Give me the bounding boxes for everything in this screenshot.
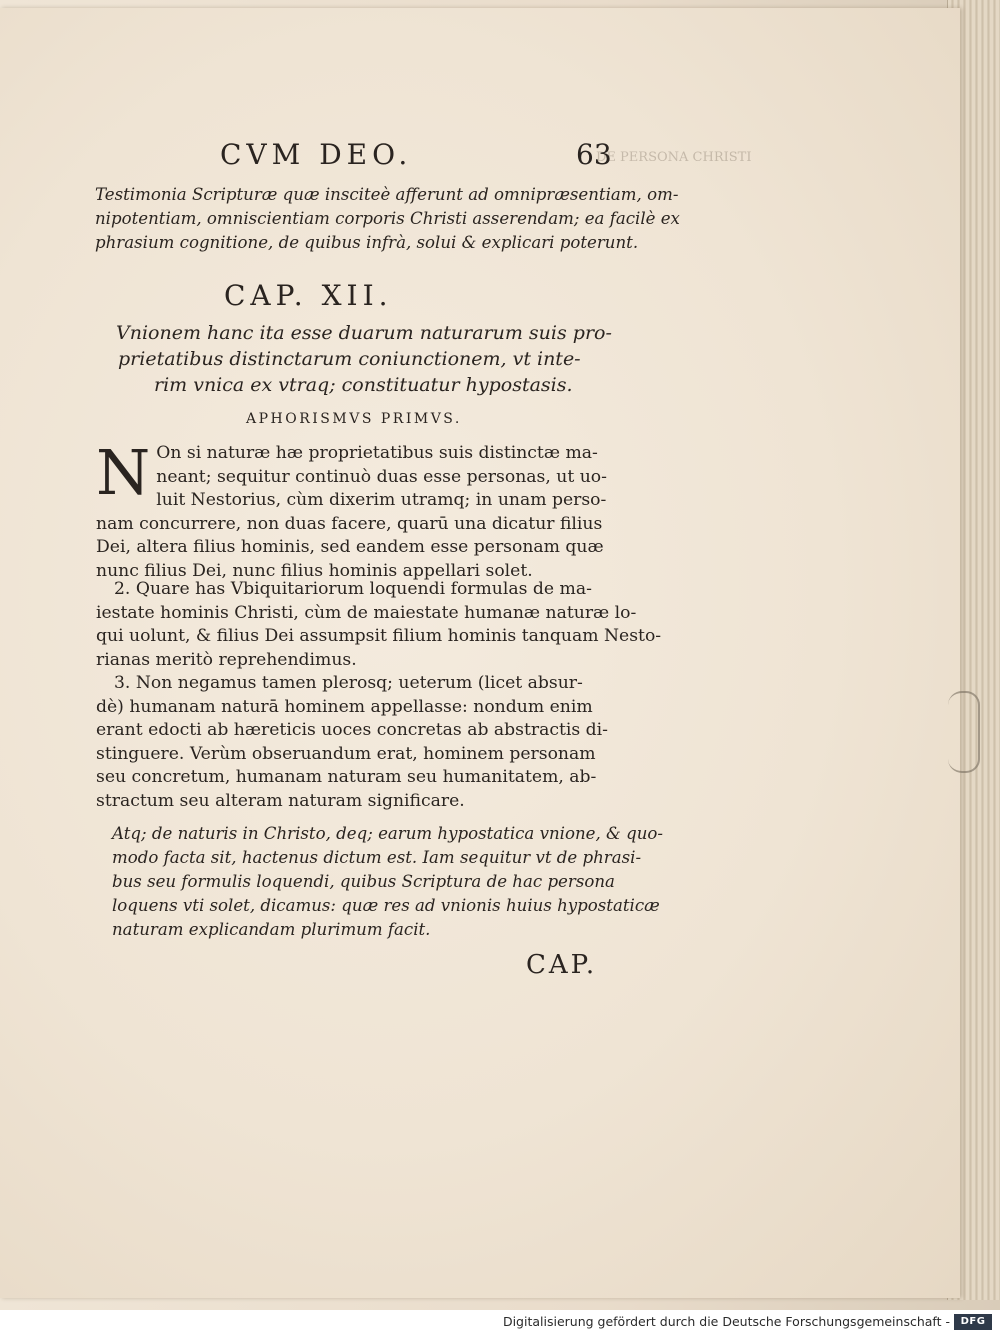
text-line: erant edocti ab hæreticis uoces concretas ab abstractis di- — [96, 720, 608, 741]
text-line: stractum seu alteram naturam significare. — [96, 790, 465, 811]
page-number: 63 — [576, 138, 612, 171]
text-line: Testimonia Scripturæ quæ insciteè afferunt ad omnipræsentiam, om- — [95, 185, 679, 204]
paper-clip — [948, 691, 980, 773]
text-line: nunc filius Dei, nunc filius hominis appellari solet. — [96, 560, 533, 581]
text-line: dè) humanam naturā hominem appellasse: nondum enim — [96, 696, 593, 717]
chapter-subtitle — [116, 320, 616, 398]
text-line: luit Nestorius, cùm dixerim utramq; in unam perso- — [156, 490, 607, 511]
intro-paragraph — [95, 183, 680, 255]
text-line: Vnionem hanc ita esse duarum naturarum suis pro- — [116, 322, 612, 344]
text-line: rim vnica ex vtraq; constituatur hypostasis. — [154, 374, 573, 396]
footer-bar — [0, 1310, 1000, 1334]
text-line: prietatibus distinctarum coniunctionem, vt inte- — [118, 348, 581, 370]
dfg-logo: DFG — [954, 1314, 992, 1330]
text-line: 3. Non negamus tamen plerosq; ueterum (licet absur- — [114, 673, 583, 693]
text-line: neant; sequitur continuò duas esse personas, ut uo- — [156, 466, 607, 487]
drop-cap: N — [96, 436, 151, 509]
funding-credit: Digitalisierung gefördert durch die Deutsche Forschungsgemeinschaft - — [502, 1314, 950, 1329]
running-head — [220, 138, 640, 178]
text-line: loquens vti solet, dicamus: quæ res ad vnionis huius hypostaticæ — [112, 896, 660, 915]
chapter-title: CAP. XII. — [224, 279, 393, 312]
text-line: qui uolunt, & filius Dei assumpsit filium hominis tanquam Nesto- — [96, 626, 662, 647]
paragraph-3 — [96, 672, 626, 814]
text-line: rianas meritò reprehendimus. — [96, 649, 357, 670]
text-line: seu concretum, humanam naturam seu humanitatem, ab- — [96, 767, 597, 788]
catchword: CAP. — [526, 950, 598, 980]
closing-paragraph — [112, 822, 663, 942]
aphorism-heading: APHORISMVS PRIMVS. — [246, 411, 462, 427]
show-through: DE PERSONA CHRISTI — [596, 150, 752, 165]
text-line: On si naturæ hæ proprietatibus suis distinctæ ma- — [156, 443, 598, 463]
text-line: Atq; de naturis in Christo, deq; earum hypostatica vnione, & quo- — [112, 824, 663, 843]
text-line: bus seu formulis loquendi, quibus Scriptura de hac persona — [112, 872, 615, 891]
text-line: 2. Quare has Vbiquitariorum loquendi formulas de ma- — [114, 579, 592, 599]
paragraph-1 — [96, 436, 626, 584]
text-line: Dei, altera filius hominis, sed eandem esse personam quæ — [96, 537, 604, 558]
text-line: modo facta sit, hactenus dictum est. Iam sequitur vt de phrasi- — [112, 848, 642, 867]
text-line: naturam explicandam plurimum facit. — [112, 920, 431, 939]
text-line: iestate hominis Christi, cùm de maiestate humanæ naturæ lo- — [96, 602, 637, 623]
text-line: phrasium cognitione, de quibus infrà, solui & explicari poterunt. — [95, 233, 639, 252]
text-line: stinguere. Verùm obseruandum erat, hominem personam — [96, 743, 596, 764]
text-line: nipotentiam, omniscientiam corporis Christi asserendam; ea facilè ex — [95, 209, 680, 228]
running-title: CVM DEO. — [220, 138, 413, 171]
paragraph-2 — [96, 578, 662, 672]
text-line: nam concurrere, non duas facere, quarū una dicatur filius — [96, 513, 603, 534]
